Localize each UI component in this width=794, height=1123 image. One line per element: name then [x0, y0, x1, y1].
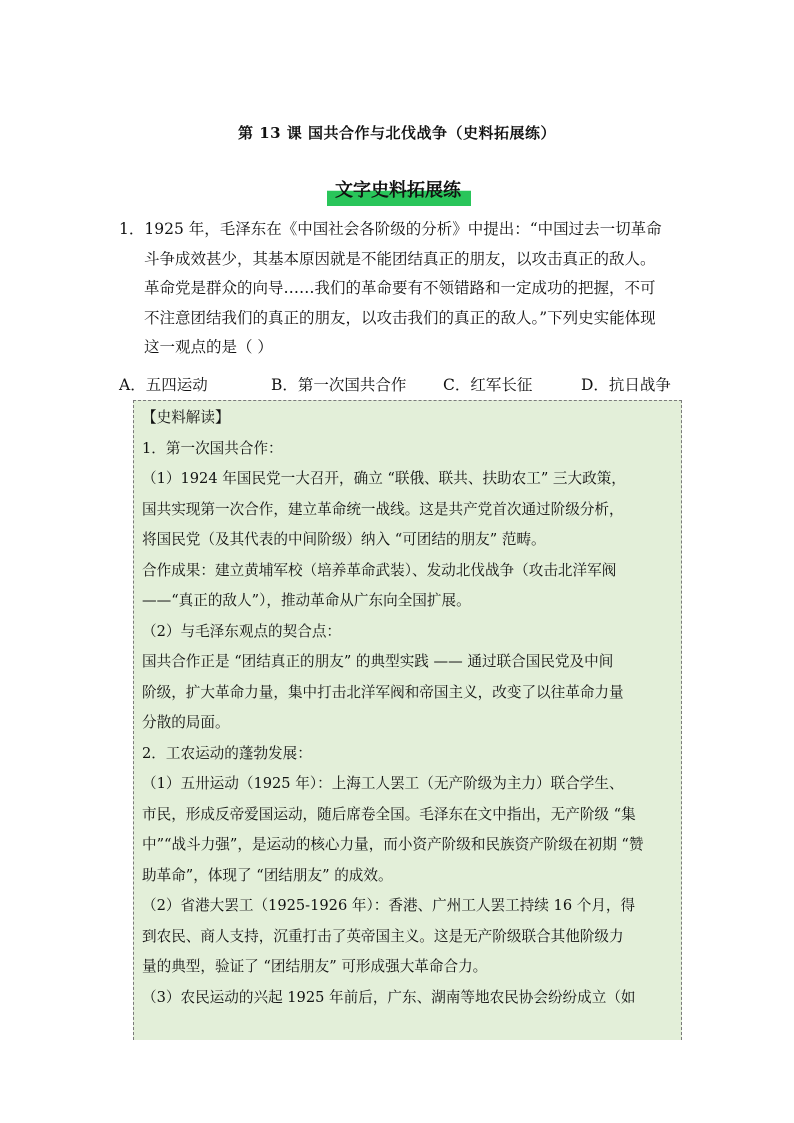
question-text-line: 革命党是群众的向导……我们的革命要有不领错路和一定成功的把握，不可: [144, 279, 656, 297]
analysis-line: 国共实现第一次合作，建立革命统一战线。这是共产党首次通过阶级分析，: [142, 500, 624, 518]
analysis-line: 中”“战斗力强”，是运动的核心力量，而小资产阶级和民族资产阶级在初期 “赞: [142, 836, 644, 853]
question-text-line: 不注意团结我们的真正的朋友，以攻击我们的真正的敌人。”下列史实能体现: [144, 308, 656, 327]
option-d[interactable]: D．抗日战争: [581, 376, 671, 394]
question-1: [119, 215, 684, 363]
question-text-line: 这一观点的是（ ）: [144, 338, 273, 356]
analysis-line: 助革命”，体现了 “团结朋友” 的成效。: [142, 866, 393, 884]
analysis-line: （2）与毛泽东观点的契合点：: [142, 622, 342, 640]
analysis-line: 阶级，扩大革命力量，集中打击北洋军阀和帝国主义，改变了以往革命力量: [142, 683, 624, 701]
analysis-line: 分散的局面。: [142, 714, 230, 731]
analysis-line: （2）省港大罢工（1925-1926 年）：香港、广州工人罢工持续 16 个月，得: [142, 897, 636, 914]
question-text-line: 斗争成效甚少，其基本原因就是不能团结真正的朋友，以攻击真正的敌人。: [144, 249, 656, 268]
analysis-subheading: 2．工农运动的蓬勃发展：: [142, 744, 312, 762]
analysis-line: 到农民、商人支持，沉重打击了英帝国主义。这是无产阶级联合其他阶级力: [142, 927, 624, 945]
section-title: 文字史料拓展练: [335, 180, 461, 201]
analysis-line: 市民，形成反帝爱国运动，随后席卷全国。毛泽东在文中指出，无产阶级 “集: [142, 805, 636, 823]
option-c[interactable]: C．红军长征: [443, 376, 533, 394]
answer-options: [119, 372, 679, 398]
question-text-line: 1．1925 年，毛泽东在《中国社会各阶级的分析》中提出：“中国过去一切革命: [119, 220, 662, 238]
option-a[interactable]: A．五四运动: [119, 376, 208, 394]
analysis-line: （1）1924 年国民党一大召开，确立 “联俄、联共、扶助农工” 三大政策，: [142, 470, 626, 487]
analysis-subheading: 1．第一次国共合作：: [142, 439, 283, 457]
analysis-line: ——“真正的敌人”），推动革命从广东向全国扩展。: [142, 592, 471, 609]
analysis-line: （1）五卅运动（1925 年）：上海工人罢工（无产阶级为主力）联合学生、: [142, 775, 624, 792]
analysis-line: 量的典型，验证了 “团结朋友” 可形成强大革命合力。: [142, 958, 488, 975]
analysis-box: [133, 400, 682, 1040]
analysis-line: 将国民党（及其代表的中间阶级）纳入 “可团结的朋友” 范畴。: [142, 531, 546, 548]
document-title: 第 13 课 国共合作与北伐战争（史料拓展练）: [237, 124, 557, 142]
analysis-line: （3）农民运动的兴起 1925 年前后，广东、湖南等地农民协会纷纷成立（如: [142, 988, 636, 1006]
analysis-line: 合作成果：建立黄埔军校（培养革命武装）、发动北伐战争（攻击北洋军阀: [142, 561, 617, 579]
analysis-line: 国共合作正是 “团结真正的朋友” 的典型实践 —— 通过联合国民党及中间: [142, 653, 614, 670]
option-b[interactable]: B．第一次国共合作: [271, 376, 407, 394]
analysis-heading: 【史料解读】: [142, 409, 230, 426]
